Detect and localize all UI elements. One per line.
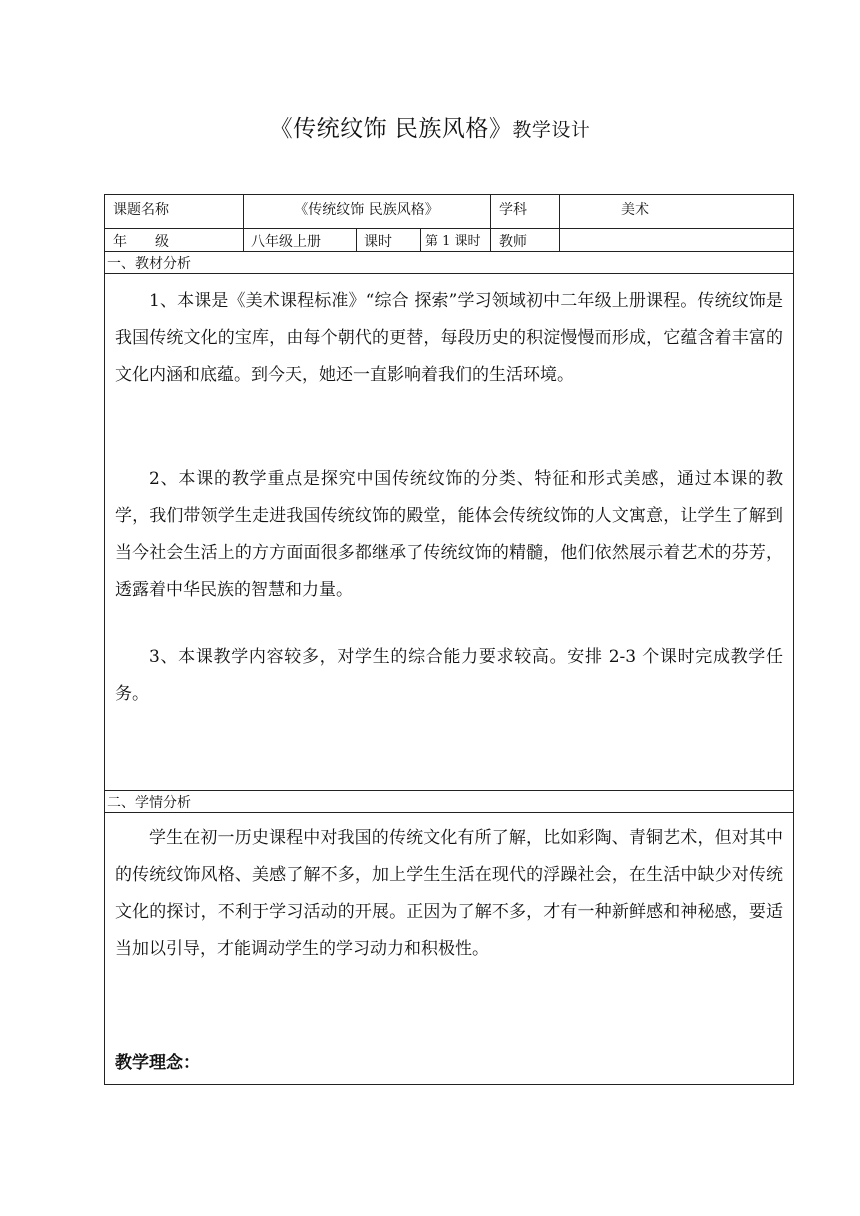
- title-main: 《传统纹饰 民族风格》: [269, 116, 513, 142]
- subject-value: 美术: [621, 202, 649, 218]
- title-suffix: 教学设计: [512, 119, 591, 141]
- subject-label: 学科: [499, 202, 527, 218]
- material-paragraph: 1、本课是《美术课程标准》“综合 探索”学习领域初中二年级上册课程。传统纹饰是我国传统文化的宝库，由每个朝代的更替，每段历史的积淀慢慢而形成，它蕴含着丰富的文化内涵和底蕴。到今天，她还一直影响着我们的生活环境。: [115, 291, 783, 385]
- column-divider: [559, 195, 560, 251]
- topic-label: 课题名称: [113, 202, 169, 218]
- period-value: 第 1 课时: [425, 234, 481, 249]
- topic-value: 《传统纹饰 民族风格》: [294, 202, 439, 218]
- teacher-label: 教师: [499, 234, 527, 250]
- document-title: [0, 110, 860, 143]
- row-divider: [105, 273, 793, 274]
- column-divider: [490, 195, 491, 251]
- period-label: 课时: [364, 234, 392, 250]
- row-divider: [105, 251, 793, 252]
- grade-value: 八年级上册: [251, 234, 321, 250]
- material-paragraph: 3、本课教学内容较多，对学生的综合能力要求较高。安排 2-3 个课时完成教学任务。: [115, 647, 783, 704]
- section-heading-material: 一、教材分析: [107, 256, 191, 272]
- row-divider: [105, 228, 793, 229]
- row-divider: [105, 812, 793, 813]
- row-divider: [105, 790, 793, 791]
- column-divider: [420, 228, 421, 251]
- material-paragraph: 2、本课的教学重点是探究中国传统纹饰的分类、特征和形式美感，通过本课的教学，我们带领学生走进我国传统纹饰的殿堂，能体会传统纹饰的人文寓意，让学生了解到当今社会生活上的方方面面很多都继承了传统纹饰的精髓，他们依然展示着艺术的芬芳，透露着中华民族的智慧和力量。: [115, 469, 783, 600]
- students-paragraph: 学生在初一历史课程中对我国的传统文化有所了解，比如彩陶、青铜艺术，但对其中的传统纹饰风格、美感了解不多，加上学生生活在现代的浮躁社会，在生活中缺少对传统文化的探讨，不利于学习活动的开展。正因为了解不多，才有一种新鲜感和神秘感，要适当加以引导，才能调动学生的学习动力和积极性。: [115, 828, 783, 959]
- grade-label: 年 级: [113, 234, 169, 250]
- lesson-plan-table: [104, 194, 794, 1085]
- section-heading-students: 二、学情分析: [107, 795, 191, 811]
- teaching-concept-label: 教学理念：: [115, 1053, 200, 1073]
- column-divider: [356, 228, 357, 251]
